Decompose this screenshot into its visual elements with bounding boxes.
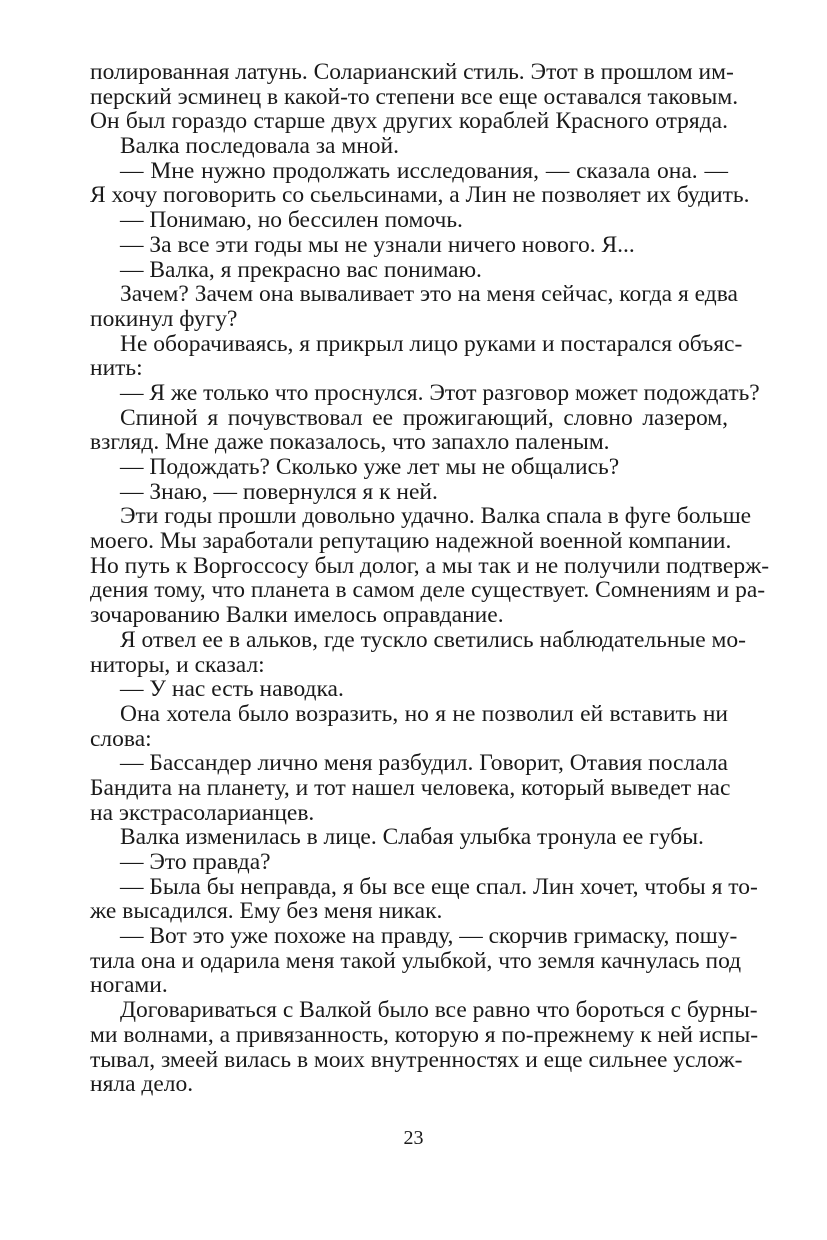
text-line: — Я же только что проснулся. Этот разговор может подождать? (120, 379, 760, 406)
text-line: — Валка, я прекрасно вас понимаю. (120, 256, 482, 283)
text-line: — Это правда? (120, 849, 271, 875)
text-line: ногами. (90, 972, 168, 999)
text-line: — Бассандер лично меня разбудил. Говорит, Отавия послала (120, 750, 728, 777)
text-line: Спиной я почувствовал ее прожигающий, словно лазером, (120, 404, 728, 431)
text-line: нить: (90, 355, 143, 382)
text-line: тывал, змеей вилась в моих внутренностях и еще сильнее услож- (90, 1046, 743, 1073)
text-line: зочарованию Валки имелось оправдание. (90, 602, 504, 629)
text-line: Бандита на планету, и тот нашел человека, который выведет нас (90, 774, 731, 801)
text-line: слова: (90, 725, 152, 752)
text-line: Я отвел ее в альков, где тускло светились наблюдательные мо- (120, 626, 746, 653)
text-line: — Подождать? Сколько уже лет мы не общались? (120, 454, 620, 480)
text-line: Но путь к Воргоссосу был долог, а мы так и не получили подтверж- (90, 552, 770, 579)
text-line: покинул фугу? (90, 305, 238, 332)
text-line: моего. Мы заработали репутацию надежной военной компании. (90, 528, 732, 555)
text-line: Зачем? Зачем она вываливает это на меня сейчас, когда я едва (120, 281, 738, 308)
text-line: ниторы, и сказал: (90, 651, 265, 678)
text-line: полированная латунь. Соларианский стиль. Этот в прошлом им- (90, 59, 734, 85)
text-line: Договариваться с Валкой было все равно что бороться с бурны- (120, 997, 758, 1024)
text-line: Эти годы прошли довольно удачно. Валка спала в фуге больше (120, 503, 752, 530)
text-line: на экстрасоларианцев. (90, 799, 315, 826)
text-line: — Вот это уже похоже на правду, — скорчив гримаску, пошу- (120, 923, 738, 950)
text-line: Он был гораздо старше двух других кораблей Красного отряда. (90, 108, 728, 135)
text-line: Валка изменилась в лице. Слабая улыбка тронула ее губы. (120, 824, 704, 851)
text-line: ми волнами, а привязанность, которую я по-прежнему к ней испы- (90, 1021, 759, 1048)
text-line: Она хотела было возразить, но я не позволил ей вставить ни (120, 700, 728, 727)
text-line: — У нас есть наводка. (120, 676, 344, 703)
text-line: дения тому, что планета в самом деле существует. Сомнениям и ра- (90, 577, 766, 604)
page-number: 23 (403, 1127, 424, 1149)
text-line: — Знаю, — повернулся я к ней. (120, 478, 438, 505)
text-line: — За все эти годы мы не узнали ничего нового. Я... (120, 231, 635, 258)
body-text (90, 59, 770, 1098)
text-line: Не оборачиваясь, я прикрыл лицо руками и постарался объяс- (120, 330, 743, 357)
text-line: взгляд. Мне даже показалось, что запахло паленым. (90, 429, 610, 456)
text-line: — Мне нужно продолжать исследования, — сказала она. — (120, 157, 728, 184)
text-line: перский эсминец в какой-то степени все еще оставался таковым. (90, 83, 739, 110)
text-line: — Была бы неправда, я бы все еще спал. Лин хочет, чтобы я то- (120, 873, 758, 900)
text-line: же высадился. Ему без меня никак. (90, 898, 443, 925)
text-line: Валка последовала за мной. (120, 133, 399, 160)
text-line: няла дело. (90, 1071, 194, 1098)
text-line: — Понимаю, но бессилен помочь. (120, 207, 463, 234)
text-line: Я хочу поговорить со сьельсинами, а Лин не позволяет их будить. (90, 182, 750, 209)
text-line: тила она и одарила меня такой улыбкой, что земля качнулась под (90, 947, 742, 974)
